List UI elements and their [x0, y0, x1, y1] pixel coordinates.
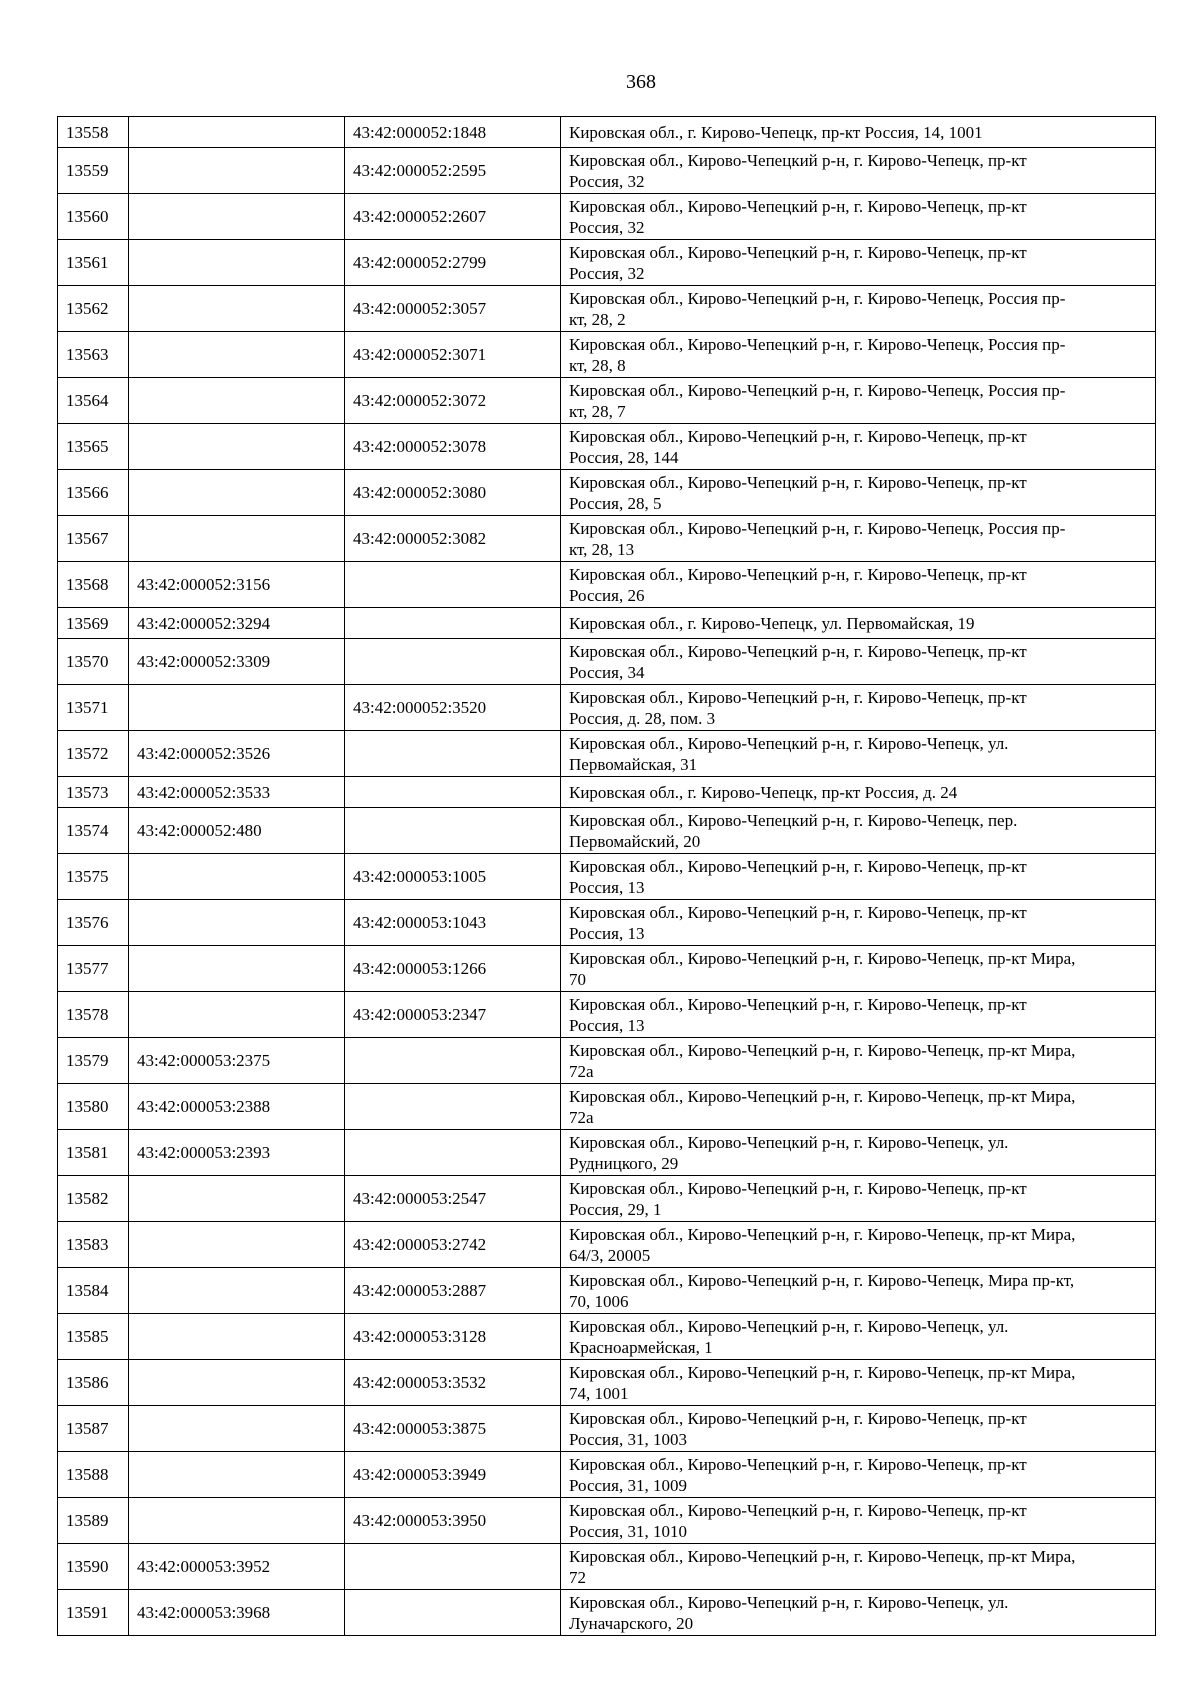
address-cell [561, 808, 1156, 854]
row-number-cell: 13573 [58, 777, 129, 808]
row-number-cell: 13564 [58, 378, 129, 424]
table-row [58, 1268, 1156, 1314]
address-line: 72 [569, 1567, 586, 1587]
address-line: 72а [569, 1061, 594, 1081]
address-line: кт, 28, 7 [569, 401, 626, 421]
table-row [58, 854, 1156, 900]
address-cell [561, 286, 1156, 332]
address-cell [561, 378, 1156, 424]
room-cadastral-number-cell: 43:42:000053:1043 [345, 900, 561, 946]
cadastral-number-cell: 43:42:000052:3294 [129, 608, 345, 639]
cadastral-number-cell: 43:42:000053:2393 [129, 1130, 345, 1176]
table-row [58, 777, 1156, 808]
address-line: Красноармейская, 1 [569, 1337, 713, 1357]
row-number-cell: 13584 [58, 1268, 129, 1314]
room-cadastral-number-cell: 43:42:000053:1005 [345, 854, 561, 900]
row-number-cell: 13578 [58, 992, 129, 1038]
room-cadastral-number-cell: 43:42:000053:2547 [345, 1176, 561, 1222]
cadastral-number-cell [129, 332, 345, 378]
address-line: Кировская обл., Кирово-Чепецкий р-н, г. Кирово-Чепецк, пр-кт Мира, [569, 948, 1076, 968]
address-cell [561, 470, 1156, 516]
address-line: Кировская обл., г. Кирово-Чепецк, пр-кт Россия, 14, 1001 [569, 122, 983, 142]
cadastral-number-cell: 43:42:000053:3968 [129, 1590, 345, 1636]
table-row [58, 1498, 1156, 1544]
table-row [58, 1452, 1156, 1498]
address-cell [561, 194, 1156, 240]
address-cell [561, 240, 1156, 286]
address-line: Кировская обл., Кирово-Чепецкий р-н, г. Кирово-Чепецк, пр-кт [569, 1178, 1027, 1198]
room-cadastral-number-cell [345, 639, 561, 685]
table-row [58, 1222, 1156, 1268]
room-cadastral-number-cell [345, 608, 561, 639]
address-cell [561, 685, 1156, 731]
cadastral-number-cell [129, 685, 345, 731]
address-line: Россия, 32 [569, 217, 645, 237]
row-number-cell: 13585 [58, 1314, 129, 1360]
address-line: Кировская обл., Кирово-Чепецкий р-н, г. Кирово-Чепецк, пр-кт Мира, [569, 1040, 1076, 1060]
cadastral-number-cell [129, 470, 345, 516]
room-cadastral-number-cell: 43:42:000053:2887 [345, 1268, 561, 1314]
row-number-cell: 13579 [58, 1038, 129, 1084]
address-line: Россия, 13 [569, 1015, 645, 1035]
row-number-cell: 13580 [58, 1084, 129, 1130]
row-number-cell: 13566 [58, 470, 129, 516]
room-cadastral-number-cell [345, 1084, 561, 1130]
address-line: Кировская обл., Кирово-Чепецкий р-н, г. Кирово-Чепецк, ул. [569, 733, 1009, 753]
cadastral-number-cell: 43:42:000052:3309 [129, 639, 345, 685]
address-line: Кировская обл., Кирово-Чепецкий р-н, г. Кирово-Чепецк, пр-кт [569, 1500, 1027, 1520]
address-line: Россия, 13 [569, 923, 645, 943]
cadastral-number-cell: 43:42:000052:480 [129, 808, 345, 854]
address-cell [561, 1268, 1156, 1314]
address-cell [561, 854, 1156, 900]
room-cadastral-number-cell: 43:42:000052:2595 [345, 148, 561, 194]
cadastral-number-cell [129, 286, 345, 332]
room-cadastral-number-cell: 43:42:000053:2742 [345, 1222, 561, 1268]
room-cadastral-number-cell [345, 1590, 561, 1636]
row-number-cell: 13567 [58, 516, 129, 562]
address-cell [561, 1452, 1156, 1498]
table-row [58, 1176, 1156, 1222]
address-line: Россия, 28, 5 [569, 493, 662, 513]
address-cell [561, 946, 1156, 992]
address-cell [561, 332, 1156, 378]
address-line: Первомайская, 31 [569, 754, 698, 774]
address-cell [561, 1130, 1156, 1176]
cadastral-number-cell: 43:42:000052:3526 [129, 731, 345, 777]
table-row [58, 1130, 1156, 1176]
address-cell [561, 1314, 1156, 1360]
address-line: Кировская обл., Кирово-Чепецкий р-н, г. Кирово-Чепецк, Россия пр- [569, 334, 1066, 354]
row-number-cell: 13576 [58, 900, 129, 946]
room-cadastral-number-cell: 43:42:000052:2607 [345, 194, 561, 240]
registry-table [57, 116, 1156, 1636]
address-line: Россия, 31, 1010 [569, 1521, 687, 1541]
row-number-cell: 13563 [58, 332, 129, 378]
cadastral-number-cell [129, 1406, 345, 1452]
address-line: 74, 1001 [569, 1383, 629, 1403]
table-row [58, 1038, 1156, 1084]
table-row [58, 1360, 1156, 1406]
address-line: Первомайский, 20 [569, 831, 701, 851]
row-number-cell: 13589 [58, 1498, 129, 1544]
row-number-cell: 13586 [58, 1360, 129, 1406]
row-number-cell: 13577 [58, 946, 129, 992]
row-number-cell: 13562 [58, 286, 129, 332]
table-row [58, 685, 1156, 731]
table-row [58, 1406, 1156, 1452]
room-cadastral-number-cell: 43:42:000053:3950 [345, 1498, 561, 1544]
room-cadastral-number-cell: 43:42:000052:3080 [345, 470, 561, 516]
room-cadastral-number-cell: 43:42:000052:3078 [345, 424, 561, 470]
address-cell [561, 900, 1156, 946]
address-line: Кировская обл., Кирово-Чепецкий р-н, г. Кирово-Чепецк, Мира пр-кт, [569, 1270, 1075, 1290]
cadastral-number-cell: 43:42:000052:3533 [129, 777, 345, 808]
cadastral-number-cell [129, 1222, 345, 1268]
room-cadastral-number-cell: 43:42:000052:3072 [345, 378, 561, 424]
address-line: Кировская обл., г. Кирово-Чепецк, ул. Первомайская, 19 [569, 613, 975, 633]
address-cell [561, 1590, 1156, 1636]
table-row [58, 562, 1156, 608]
address-cell [561, 992, 1156, 1038]
address-cell [561, 1038, 1156, 1084]
address-line: Кировская обл., Кирово-Чепецкий р-н, г. Кирово-Чепецк, Россия пр- [569, 518, 1066, 538]
row-number-cell: 13565 [58, 424, 129, 470]
address-cell [561, 1176, 1156, 1222]
cadastral-number-cell [129, 194, 345, 240]
address-cell [561, 777, 1156, 808]
address-line: Россия, 34 [569, 662, 645, 682]
table-row [58, 240, 1156, 286]
table-row [58, 1084, 1156, 1130]
table-row [58, 946, 1156, 992]
address-cell [561, 1084, 1156, 1130]
address-line: Кировская обл., Кирово-Чепецкий р-н, г. Кирово-Чепецк, пр-кт [569, 150, 1027, 170]
address-line: Кировская обл., Кирово-Чепецкий р-н, г. Кирово-Чепецк, пр-кт [569, 1454, 1027, 1474]
address-line: Россия, 28, 144 [569, 447, 679, 467]
address-line: 70, 1006 [569, 1291, 629, 1311]
row-number-cell: 13575 [58, 854, 129, 900]
address-line: Кировская обл., Кирово-Чепецкий р-н, г. Кирово-Чепецк, пр-кт [569, 564, 1027, 584]
room-cadastral-number-cell [345, 808, 561, 854]
row-number-cell: 13588 [58, 1452, 129, 1498]
table-row [58, 992, 1156, 1038]
address-line: 72а [569, 1107, 594, 1127]
room-cadastral-number-cell: 43:42:000052:3057 [345, 286, 561, 332]
address-line: 64/3, 20005 [569, 1245, 651, 1265]
address-line: Кировская обл., Кирово-Чепецкий р-н, г. Кирово-Чепецк, ул. [569, 1316, 1009, 1336]
address-line: Рудницкого, 29 [569, 1153, 679, 1173]
room-cadastral-number-cell [345, 562, 561, 608]
address-cell [561, 117, 1156, 148]
room-cadastral-number-cell: 43:42:000053:3875 [345, 1406, 561, 1452]
cadastral-number-cell [129, 240, 345, 286]
address-line: Луначарского, 20 [569, 1613, 694, 1633]
cadastral-number-cell [129, 1268, 345, 1314]
address-line: Россия, 31, 1009 [569, 1475, 687, 1495]
address-line: Россия, д. 28, пом. 3 [569, 708, 716, 728]
table-row [58, 332, 1156, 378]
table-row [58, 608, 1156, 639]
address-cell [561, 562, 1156, 608]
cadastral-number-cell: 43:42:000053:2388 [129, 1084, 345, 1130]
address-line: Кировская обл., Кирово-Чепецкий р-н, г. Кирово-Чепецк, пр-кт [569, 856, 1027, 876]
address-cell [561, 1406, 1156, 1452]
row-number-cell: 13574 [58, 808, 129, 854]
table-row [58, 378, 1156, 424]
row-number-cell: 13591 [58, 1590, 129, 1636]
cadastral-number-cell [129, 378, 345, 424]
address-line: кт, 28, 8 [569, 355, 626, 375]
table-row [58, 194, 1156, 240]
cadastral-number-cell: 43:42:000053:2375 [129, 1038, 345, 1084]
address-line: Россия, 32 [569, 171, 645, 191]
row-number-cell: 13569 [58, 608, 129, 639]
room-cadastral-number-cell: 43:42:000052:1848 [345, 117, 561, 148]
cadastral-number-cell [129, 1360, 345, 1406]
address-line: кт, 28, 2 [569, 309, 626, 329]
room-cadastral-number-cell: 43:42:000053:3949 [345, 1452, 561, 1498]
table-row [58, 148, 1156, 194]
table-row [58, 900, 1156, 946]
address-line: Кировская обл., Кирово-Чепецкий р-н, г. Кирово-Чепецк, пр-кт Мира, [569, 1362, 1076, 1382]
table-row [58, 1590, 1156, 1636]
address-line: Кировская обл., Кирово-Чепецкий р-н, г. Кирово-Чепецк, пр-кт Мира, [569, 1224, 1076, 1244]
address-cell [561, 516, 1156, 562]
address-line: Россия, 32 [569, 263, 645, 283]
address-line: Кировская обл., Кирово-Чепецкий р-н, г. Кирово-Чепецк, пр-кт Мира, [569, 1546, 1076, 1566]
cadastral-number-cell [129, 992, 345, 1038]
row-number-cell: 13582 [58, 1176, 129, 1222]
row-number-cell: 13570 [58, 639, 129, 685]
address-line: Россия, 31, 1003 [569, 1429, 687, 1449]
cadastral-number-cell: 43:42:000053:3952 [129, 1544, 345, 1590]
address-line: Кировская обл., Кирово-Чепецкий р-н, г. Кирово-Чепецк, пр-кт [569, 1408, 1027, 1428]
cadastral-number-cell [129, 946, 345, 992]
row-number-cell: 13559 [58, 148, 129, 194]
room-cadastral-number-cell: 43:42:000052:3082 [345, 516, 561, 562]
address-line: Россия, 26 [569, 585, 645, 605]
table-row [58, 470, 1156, 516]
room-cadastral-number-cell [345, 1130, 561, 1176]
address-cell [561, 1360, 1156, 1406]
cadastral-number-cell [129, 900, 345, 946]
room-cadastral-number-cell [345, 777, 561, 808]
cadastral-number-cell [129, 1314, 345, 1360]
room-cadastral-number-cell [345, 731, 561, 777]
cadastral-number-cell [129, 117, 345, 148]
address-line: Кировская обл., Кирово-Чепецкий р-н, г. Кирово-Чепецк, ул. [569, 1592, 1009, 1612]
row-number-cell: 13581 [58, 1130, 129, 1176]
address-line: Кировская обл., Кирово-Чепецкий р-н, г. Кирово-Чепецк, пр-кт [569, 242, 1027, 262]
address-line: кт, 28, 13 [569, 539, 635, 559]
table-row [58, 731, 1156, 777]
room-cadastral-number-cell: 43:42:000053:1266 [345, 946, 561, 992]
table-row [58, 1314, 1156, 1360]
row-number-cell: 13572 [58, 731, 129, 777]
row-number-cell: 13583 [58, 1222, 129, 1268]
row-number-cell: 13558 [58, 117, 129, 148]
address-line: Кировская обл., Кирово-Чепецкий р-н, г. Кирово-Чепецк, пр-кт [569, 196, 1027, 216]
address-line: Кировская обл., Кирово-Чепецкий р-н, г. Кирово-Чепецк, пр-кт Мира, [569, 1086, 1076, 1106]
row-number-cell: 13568 [58, 562, 129, 608]
address-line: Кировская обл., Кирово-Чепецкий р-н, г. Кирово-Чепецк, ул. [569, 1132, 1009, 1152]
cadastral-number-cell [129, 1498, 345, 1544]
address-line: Кировская обл., Кирово-Чепецкий р-н, г. Кирово-Чепецк, пр-кт [569, 994, 1027, 1014]
address-line: Кировская обл., Кирово-Чепецкий р-н, г. Кирово-Чепецк, Россия пр- [569, 288, 1066, 308]
cadastral-number-cell [129, 148, 345, 194]
address-line: Кировская обл., Кирово-Чепецкий р-н, г. Кирово-Чепецк, пр-кт [569, 687, 1027, 707]
table-row [58, 639, 1156, 685]
room-cadastral-number-cell: 43:42:000053:3532 [345, 1360, 561, 1406]
cadastral-number-cell [129, 1452, 345, 1498]
address-cell [561, 1222, 1156, 1268]
address-cell [561, 424, 1156, 470]
address-line: Кировская обл., Кирово-Чепецкий р-н, г. Кирово-Чепецк, Россия пр- [569, 380, 1066, 400]
row-number-cell: 13561 [58, 240, 129, 286]
address-line: Кировская обл., Кирово-Чепецкий р-н, г. Кирово-Чепецк, пр-кт [569, 472, 1027, 492]
cadastral-number-cell [129, 854, 345, 900]
table-row [58, 808, 1156, 854]
address-cell [561, 148, 1156, 194]
address-line: Россия, 13 [569, 877, 645, 897]
address-cell [561, 1544, 1156, 1590]
room-cadastral-number-cell: 43:42:000052:3071 [345, 332, 561, 378]
room-cadastral-number-cell: 43:42:000052:3520 [345, 685, 561, 731]
row-number-cell: 13571 [58, 685, 129, 731]
cadastral-number-cell: 43:42:000052:3156 [129, 562, 345, 608]
address-line: Россия, 29, 1 [569, 1199, 662, 1219]
room-cadastral-number-cell [345, 1544, 561, 1590]
room-cadastral-number-cell [345, 1038, 561, 1084]
address-line: 70 [569, 969, 586, 989]
row-number-cell: 13590 [58, 1544, 129, 1590]
page-number: 368 [626, 71, 656, 93]
room-cadastral-number-cell: 43:42:000053:2347 [345, 992, 561, 1038]
row-number-cell: 13587 [58, 1406, 129, 1452]
address-cell [561, 1498, 1156, 1544]
address-cell [561, 608, 1156, 639]
address-line: Кировская обл., Кирово-Чепецкий р-н, г. Кирово-Чепецк, пр-кт [569, 426, 1027, 446]
table-row [58, 516, 1156, 562]
address-cell [561, 731, 1156, 777]
address-line: Кировская обл., Кирово-Чепецкий р-н, г. Кирово-Чепецк, пер. [569, 810, 1018, 830]
room-cadastral-number-cell: 43:42:000053:3128 [345, 1314, 561, 1360]
address-line: Кировская обл., Кирово-Чепецкий р-н, г. Кирово-Чепецк, пр-кт [569, 902, 1027, 922]
address-cell [561, 639, 1156, 685]
address-line: Кировская обл., г. Кирово-Чепецк, пр-кт Россия, д. 24 [569, 782, 958, 802]
room-cadastral-number-cell: 43:42:000052:2799 [345, 240, 561, 286]
table-row [58, 1544, 1156, 1590]
address-line: Кировская обл., Кирово-Чепецкий р-н, г. Кирово-Чепецк, пр-кт [569, 641, 1027, 661]
registry-table-body [58, 117, 1156, 1636]
cadastral-number-cell [129, 1176, 345, 1222]
row-number-cell: 13560 [58, 194, 129, 240]
cadastral-number-cell [129, 424, 345, 470]
cadastral-number-cell [129, 516, 345, 562]
table-row [58, 424, 1156, 470]
table-row [58, 117, 1156, 148]
table-row [58, 286, 1156, 332]
